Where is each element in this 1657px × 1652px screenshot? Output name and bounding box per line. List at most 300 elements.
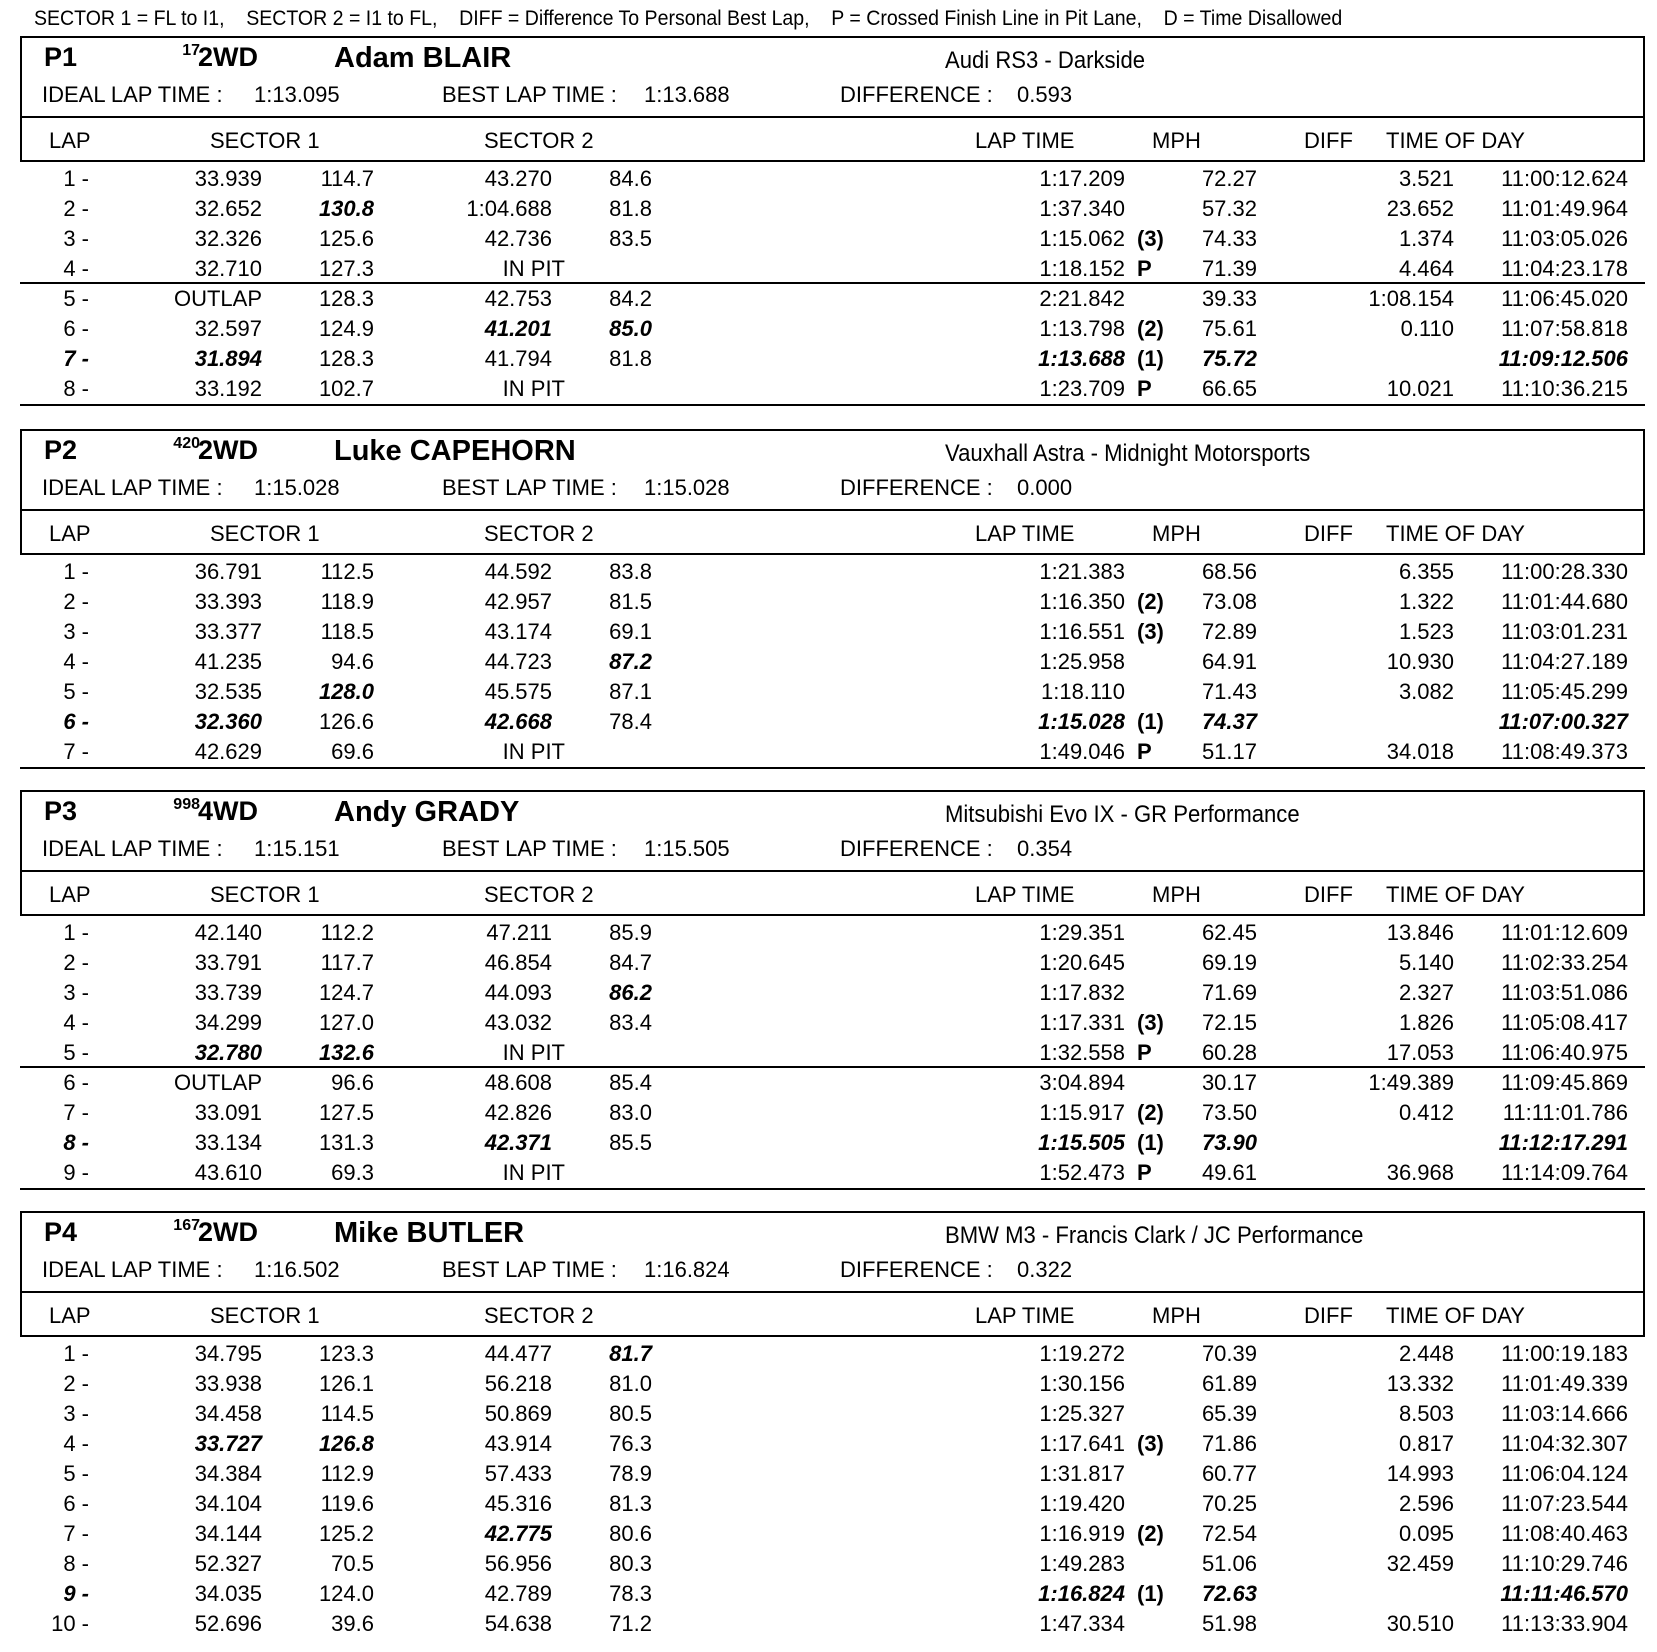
lap-mph: 73.90: [1201, 1130, 1257, 1155]
lap-number: 1 -: [63, 1341, 89, 1366]
difference-label: DIFFERENCE :: [840, 82, 993, 107]
sector2-speed: 80.3: [609, 1551, 652, 1576]
sector1-time: 33.938: [194, 1371, 262, 1396]
sector2-speed: 81.0: [609, 1371, 652, 1396]
lap-flag: (2): [1137, 316, 1164, 341]
lap-number: 7 -: [63, 346, 89, 371]
sector2-time: 42.789: [484, 1581, 552, 1606]
column-header-row: [20, 1293, 1645, 1337]
sector2-speed: 71.2: [609, 1611, 652, 1636]
sector1-time: 32.360: [194, 709, 262, 734]
lap-diff: 4.464: [1398, 256, 1454, 281]
lap-mph: 57.32: [1201, 196, 1257, 221]
car-class: 2WD: [198, 42, 258, 72]
time-of-day: 11:03:05.026: [1501, 226, 1628, 251]
sector2-speed: 78.4: [609, 709, 652, 734]
sector2-time: 44.592: [484, 559, 552, 584]
sector1-time: OUTLAP: [173, 1070, 262, 1095]
sector2-time: 42.775: [484, 1521, 552, 1546]
col-sector1: SECTOR 1: [210, 521, 320, 546]
car-class: 4WD: [198, 796, 258, 826]
sector2-speed: 81.3: [609, 1491, 652, 1516]
col-time-of-day: TIME OF DAY: [1386, 1303, 1525, 1328]
lap-row: [0, 1038, 1657, 1068]
lap-diff: 0.817: [1398, 1431, 1454, 1456]
car-team: Audi RS3 - Darkside: [945, 47, 1146, 74]
time-of-day: 11:01:44.680: [1501, 589, 1628, 614]
lap-diff: 1:08.154: [1368, 286, 1454, 311]
time-of-day: 11:03:51.086: [1501, 980, 1628, 1005]
sector1-speed: 128.0: [318, 679, 374, 704]
lap-diff: 3.082: [1398, 679, 1454, 704]
sector1-speed: 112.9: [320, 1461, 374, 1486]
time-of-day: 11:10:36.215: [1501, 376, 1628, 401]
lap-time: 1:15.505: [1038, 1130, 1125, 1155]
lap-diff: 0.412: [1398, 1100, 1454, 1125]
sector2-speed: 84.6: [609, 166, 652, 191]
sector2-time: 44.093: [484, 980, 552, 1005]
sector1-speed: 126.1: [318, 1371, 374, 1396]
lap-time: 2:21.842: [1039, 286, 1125, 311]
time-of-day: 11:00:19.183: [1501, 1341, 1628, 1366]
lap-number: 2 -: [63, 589, 89, 614]
col-lap: LAP: [49, 521, 91, 546]
sector1-time: 32.652: [194, 196, 262, 221]
lap-diff: 10.930: [1386, 649, 1454, 674]
car-class: 2WD: [198, 435, 258, 465]
time-of-day: 11:13:33.904: [1501, 1611, 1628, 1636]
lap-diff: 1:49.389: [1368, 1070, 1454, 1095]
lap-time: 1:49.046: [1039, 739, 1125, 764]
lap-row: [0, 1158, 1657, 1188]
lap-diff: 8.503: [1398, 1401, 1454, 1426]
lap-mph: 70.25: [1201, 1491, 1257, 1516]
car-team: Mitsubishi Evo IX - GR Performance: [945, 801, 1300, 828]
sector2-time: 42.957: [484, 589, 552, 614]
sector2-time: 42.371: [484, 1130, 552, 1155]
sector2-time: IN PIT: [502, 256, 565, 281]
lap-flag: (3): [1137, 226, 1164, 251]
lap-number: 9 -: [63, 1581, 89, 1606]
time-of-day: 11:07:58.818: [1501, 316, 1628, 341]
lap-flag: (3): [1137, 619, 1164, 644]
sector1-speed: 70.5: [331, 1551, 374, 1576]
lap-time: 1:16.350: [1039, 589, 1125, 614]
ideal-lap-label: IDEAL LAP TIME :: [42, 82, 223, 107]
sector1-time: 52.696: [194, 1611, 262, 1636]
driver-name: Adam BLAIR: [334, 42, 512, 74]
col-sector1: SECTOR 1: [210, 882, 320, 907]
best-lap-label: BEST LAP TIME :: [442, 475, 617, 500]
position: P2: [44, 435, 78, 465]
sector1-time: 34.144: [194, 1521, 262, 1546]
time-of-day: 11:00:12.624: [1501, 166, 1628, 191]
sector2-time: 43.914: [484, 1431, 552, 1456]
col-sector2: SECTOR 2: [484, 882, 594, 907]
time-of-day: 11:07:23.544: [1501, 1491, 1628, 1516]
lap-time: 1:19.272: [1039, 1341, 1125, 1366]
sector1-time: 33.377: [194, 619, 262, 644]
time-of-day: 11:06:04.124: [1501, 1461, 1628, 1486]
sector2-time: 44.723: [484, 649, 552, 674]
sector2-time: 43.270: [484, 166, 552, 191]
lap-mph: 51.06: [1201, 1551, 1257, 1576]
lap-time: 1:31.817: [1039, 1461, 1125, 1486]
lap-flag: (1): [1137, 346, 1164, 371]
sector1-speed: 125.2: [318, 1521, 374, 1546]
lap-row: [0, 1429, 1657, 1459]
sector1-time: 33.727: [194, 1431, 262, 1456]
col-diff: DIFF: [1304, 128, 1353, 153]
sector1-time: 43.610: [194, 1160, 262, 1185]
driver-header: [20, 790, 1645, 872]
lap-mph: 51.98: [1201, 1611, 1257, 1636]
car-team: Vauxhall Astra - Midnight Motorsports: [945, 440, 1311, 467]
lap-number: 6 -: [63, 709, 89, 734]
sector2-speed: 81.5: [609, 589, 652, 614]
sector1-time: 33.192: [194, 376, 262, 401]
sector2-time: 42.668: [484, 709, 552, 734]
lap-diff: 2.448: [1398, 1341, 1454, 1366]
driver-name: Andy GRADY: [334, 796, 520, 828]
lap-number: 7 -: [63, 739, 89, 764]
lap-mph: 71.69: [1201, 980, 1257, 1005]
sector1-speed: 128.3: [318, 286, 374, 311]
time-of-day: 11:06:40.975: [1501, 1040, 1628, 1065]
sector2-speed: 76.3: [609, 1431, 652, 1456]
lap-time: 1:19.420: [1039, 1491, 1125, 1516]
car-class: 2WD: [198, 1217, 258, 1247]
lap-row: [0, 1008, 1657, 1038]
difference-value: 0.593: [1017, 82, 1073, 107]
sector1-speed: 114.7: [320, 166, 374, 191]
lap-mph: 68.56: [1201, 559, 1257, 584]
lap-time: 1:16.551: [1039, 619, 1125, 644]
sector1-speed: 128.3: [318, 346, 374, 371]
time-of-day: 11:03:14.666: [1501, 1401, 1628, 1426]
lap-row: [0, 918, 1657, 948]
col-sector2: SECTOR 2: [484, 521, 594, 546]
sector2-time: IN PIT: [502, 1160, 565, 1185]
lap-diff: 10.021: [1386, 376, 1454, 401]
sector2-speed: 78.9: [609, 1461, 652, 1486]
time-of-day: 11:10:29.746: [1501, 1551, 1628, 1576]
lap-mph: 72.89: [1201, 619, 1257, 644]
lap-number: 5 -: [63, 1040, 89, 1065]
sector2-speed: 85.5: [609, 1130, 652, 1155]
col-diff: DIFF: [1304, 521, 1353, 546]
sector2-time: IN PIT: [502, 1040, 565, 1065]
col-sector1: SECTOR 1: [210, 1303, 320, 1328]
col-laptime: LAP TIME: [975, 128, 1075, 153]
col-lap: LAP: [49, 128, 91, 153]
lap-time: 1:13.798: [1039, 316, 1125, 341]
lap-row: [0, 254, 1657, 284]
sector2-speed: 83.5: [609, 226, 652, 251]
lap-row: [0, 224, 1657, 254]
lap-row: [0, 1068, 1657, 1098]
difference-value: 0.000: [1017, 475, 1073, 500]
lap-mph: 75.72: [1201, 346, 1257, 371]
lap-number: 3 -: [63, 619, 89, 644]
sector1-speed: 102.7: [318, 376, 374, 401]
lap-diff: 13.846: [1386, 920, 1454, 945]
sector1-speed: 126.8: [318, 1431, 374, 1456]
lap-number: 2 -: [63, 196, 89, 221]
time-of-day: 11:09:12.506: [1498, 346, 1628, 371]
sector2-time: 56.218: [484, 1371, 552, 1396]
sector2-time: IN PIT: [502, 739, 565, 764]
ideal-lap-label: IDEAL LAP TIME :: [42, 1257, 223, 1282]
sector1-time: 42.629: [194, 739, 262, 764]
col-time-of-day: TIME OF DAY: [1386, 128, 1525, 153]
col-sector1: SECTOR 1: [210, 128, 320, 153]
sector1-speed: 127.5: [318, 1100, 374, 1125]
time-of-day: 11:05:45.299: [1501, 679, 1628, 704]
sector1-time: 34.384: [194, 1461, 262, 1486]
lap-number: 3 -: [63, 980, 89, 1005]
sector1-speed: 114.5: [320, 1401, 374, 1426]
lap-time: 1:17.331: [1039, 1010, 1125, 1035]
lap-number: 8 -: [63, 376, 89, 401]
time-of-day: 11:09:45.869: [1501, 1070, 1628, 1095]
best-lap-value: 1:15.505: [644, 836, 730, 861]
lap-diff: 32.459: [1386, 1551, 1454, 1576]
lap-mph: 73.50: [1201, 1100, 1257, 1125]
lap-time: 3:04.894: [1039, 1070, 1125, 1095]
lap-number: 6 -: [63, 1070, 89, 1095]
lap-number: 7 -: [63, 1521, 89, 1546]
sector1-speed: 131.3: [318, 1130, 374, 1155]
table-bottom-rule: [20, 1188, 1645, 1190]
lap-time: 1:21.383: [1039, 559, 1125, 584]
sector2-speed: 83.8: [609, 559, 652, 584]
time-of-day: 11:01:12.609: [1501, 920, 1628, 945]
col-diff: DIFF: [1304, 882, 1353, 907]
lap-diff: 2.327: [1398, 980, 1454, 1005]
lap-row: [0, 1519, 1657, 1549]
lap-time: 1:16.824: [1038, 1581, 1125, 1606]
lap-mph: 72.54: [1201, 1521, 1257, 1546]
difference-label: DIFFERENCE :: [840, 1257, 993, 1282]
best-lap-value: 1:16.824: [644, 1257, 730, 1282]
lap-mph: 64.91: [1201, 649, 1257, 674]
col-mph: MPH: [1152, 882, 1201, 907]
lap-flag: P: [1137, 1040, 1152, 1065]
lap-flag: P: [1137, 376, 1152, 401]
difference-label: DIFFERENCE :: [840, 836, 993, 861]
lap-diff: 1.322: [1398, 589, 1454, 614]
lap-flag: (3): [1137, 1431, 1164, 1456]
best-lap-value: 1:13.688: [644, 82, 730, 107]
lap-number: 2 -: [63, 1371, 89, 1396]
best-lap-label: BEST LAP TIME :: [442, 836, 617, 861]
col-time-of-day: TIME OF DAY: [1386, 882, 1525, 907]
lap-diff: 5.140: [1398, 950, 1454, 975]
time-of-day: 11:04:32.307: [1501, 1431, 1628, 1456]
sector1-time: 34.299: [194, 1010, 262, 1035]
lap-time: 1:52.473: [1039, 1160, 1125, 1185]
sector2-speed: 84.2: [609, 286, 652, 311]
lap-mph: 61.89: [1201, 1371, 1257, 1396]
lap-time: 1:15.062: [1039, 226, 1125, 251]
lap-mph: 70.39: [1201, 1341, 1257, 1366]
sector1-time: 52.327: [194, 1551, 262, 1576]
sector2-speed: 86.2: [609, 980, 652, 1005]
lap-mph: 69.19: [1201, 950, 1257, 975]
lap-row: [0, 557, 1657, 587]
lap-time: 1:25.958: [1039, 649, 1125, 674]
lap-row: [0, 647, 1657, 677]
sector1-speed: 119.6: [320, 1491, 374, 1516]
lap-diff: 1.374: [1398, 226, 1454, 251]
lap-time: 1:32.558: [1039, 1040, 1125, 1065]
sector1-time: 32.326: [194, 226, 262, 251]
lap-mph: 49.61: [1201, 1160, 1257, 1185]
sector1-speed: 118.5: [320, 619, 374, 644]
sector2-time: 42.736: [484, 226, 552, 251]
lap-number: 9 -: [63, 1160, 89, 1185]
ideal-lap-label: IDEAL LAP TIME :: [42, 836, 223, 861]
col-laptime: LAP TIME: [975, 882, 1075, 907]
lap-mph: 72.15: [1201, 1010, 1257, 1035]
sector1-time: 32.710: [194, 256, 262, 281]
lap-diff: 13.332: [1386, 1371, 1454, 1396]
sector2-time: 41.201: [484, 316, 552, 341]
sector2-time: 47.211: [486, 920, 552, 945]
lap-time: 1:18.110: [1040, 679, 1125, 704]
sector2-speed: 80.5: [609, 1401, 652, 1426]
lap-row: [0, 194, 1657, 224]
sector2-time: 43.032: [484, 1010, 552, 1035]
sector2-time: 48.608: [484, 1070, 552, 1095]
lap-diff: 17.053: [1386, 1040, 1454, 1065]
lap-row: [0, 948, 1657, 978]
lap-number: 7 -: [63, 1100, 89, 1125]
sector2-time: 41.794: [484, 346, 552, 371]
lap-time: 1:16.919: [1039, 1521, 1125, 1546]
lap-number: 8 -: [63, 1551, 89, 1576]
sector2-time: 45.575: [484, 679, 552, 704]
col-mph: MPH: [1152, 1303, 1201, 1328]
lap-mph: 39.33: [1201, 286, 1257, 311]
sector1-speed: 124.9: [318, 316, 374, 341]
position: P3: [44, 796, 78, 826]
sector2-speed: 80.6: [609, 1521, 652, 1546]
sector1-time: 33.791: [194, 950, 262, 975]
sector2-speed: 85.4: [609, 1070, 652, 1095]
lap-time: 1:49.283: [1039, 1551, 1125, 1576]
sector1-speed: 132.6: [318, 1040, 374, 1065]
sector1-time: 34.795: [194, 1341, 262, 1366]
sector1-time: 32.780: [194, 1040, 262, 1065]
sector2-speed: 81.7: [609, 1341, 652, 1366]
lap-number: 5 -: [63, 1461, 89, 1486]
ideal-lap-label: IDEAL LAP TIME :: [42, 475, 223, 500]
lap-time: 1:17.832: [1039, 980, 1125, 1005]
sector1-time: 36.791: [194, 559, 262, 584]
lap-time: 1:25.327: [1039, 1401, 1125, 1426]
ideal-lap-value: 1:13.095: [254, 82, 340, 107]
sector1-speed: 123.3: [318, 1341, 374, 1366]
lap-number: 1 -: [63, 559, 89, 584]
sector2-speed: 81.8: [609, 346, 652, 371]
lap-row: [0, 1399, 1657, 1429]
lap-diff: 2.596: [1398, 1491, 1454, 1516]
lap-flag: P: [1137, 739, 1152, 764]
sector2-speed: 78.3: [609, 1581, 652, 1606]
lap-diff: 3.521: [1398, 166, 1454, 191]
column-header-row: [20, 872, 1645, 916]
time-of-day: 11:08:40.463: [1501, 1521, 1628, 1546]
lap-row: [0, 978, 1657, 1008]
difference-value: 0.354: [1017, 836, 1073, 861]
lap-row: [0, 344, 1657, 374]
sector1-time: 32.597: [194, 316, 262, 341]
lap-number: 3 -: [63, 226, 89, 251]
time-of-day: 11:03:01.231: [1501, 619, 1628, 644]
lap-row: [0, 164, 1657, 194]
lap-row: [0, 677, 1657, 707]
lap-mph: 60.28: [1201, 1040, 1257, 1065]
sector1-speed: 126.6: [318, 709, 374, 734]
sector1-time: 34.035: [194, 1581, 262, 1606]
lap-flag: (1): [1137, 709, 1164, 734]
time-of-day: 11:01:49.339: [1501, 1371, 1628, 1396]
sector2-time: 1:04.688: [466, 196, 552, 221]
car-number: 167: [173, 1217, 200, 1234]
lap-number: 3 -: [63, 1401, 89, 1426]
sector2-speed: 85.9: [609, 920, 652, 945]
lap-mph: 71.43: [1201, 679, 1257, 704]
lap-flag: (2): [1137, 1521, 1164, 1546]
lap-diff: 30.510: [1386, 1611, 1454, 1636]
lap-row: [0, 1098, 1657, 1128]
time-of-day: 11:02:33.254: [1501, 950, 1628, 975]
lap-time: 1:17.209: [1039, 166, 1125, 191]
sector1-speed: 94.6: [331, 649, 374, 674]
lap-row: [0, 617, 1657, 647]
lap-diff: 36.968: [1386, 1160, 1454, 1185]
sector2-speed: 83.4: [609, 1010, 652, 1035]
lap-mph: 72.27: [1201, 166, 1257, 191]
lap-number: 6 -: [63, 1491, 89, 1516]
lap-number: 6 -: [63, 316, 89, 341]
sector2-time: 57.433: [484, 1461, 552, 1486]
lap-number: 2 -: [63, 950, 89, 975]
lap-time: 1:47.334: [1039, 1611, 1125, 1636]
lap-number: 4 -: [63, 1431, 89, 1456]
best-lap-value: 1:15.028: [644, 475, 730, 500]
lap-number: 1 -: [63, 920, 89, 945]
driver-name: Luke CAPEHORN: [334, 435, 576, 467]
sector1-time: 41.235: [194, 649, 262, 674]
sector1-speed: 39.6: [331, 1611, 374, 1636]
lap-number: 10 -: [51, 1611, 89, 1636]
col-mph: MPH: [1152, 128, 1201, 153]
lap-mph: 74.33: [1201, 226, 1257, 251]
lap-row: [0, 707, 1657, 737]
lap-mph: 71.39: [1201, 256, 1257, 281]
difference-label: DIFFERENCE :: [840, 475, 993, 500]
lap-row: [0, 1339, 1657, 1369]
lap-flag: (2): [1137, 1100, 1164, 1125]
lap-time: 1:15.917: [1039, 1100, 1125, 1125]
lap-diff: 6.355: [1398, 559, 1454, 584]
best-lap-label: BEST LAP TIME :: [442, 1257, 617, 1282]
sector2-time: 46.854: [484, 950, 552, 975]
lap-time: 1:17.641: [1039, 1431, 1125, 1456]
